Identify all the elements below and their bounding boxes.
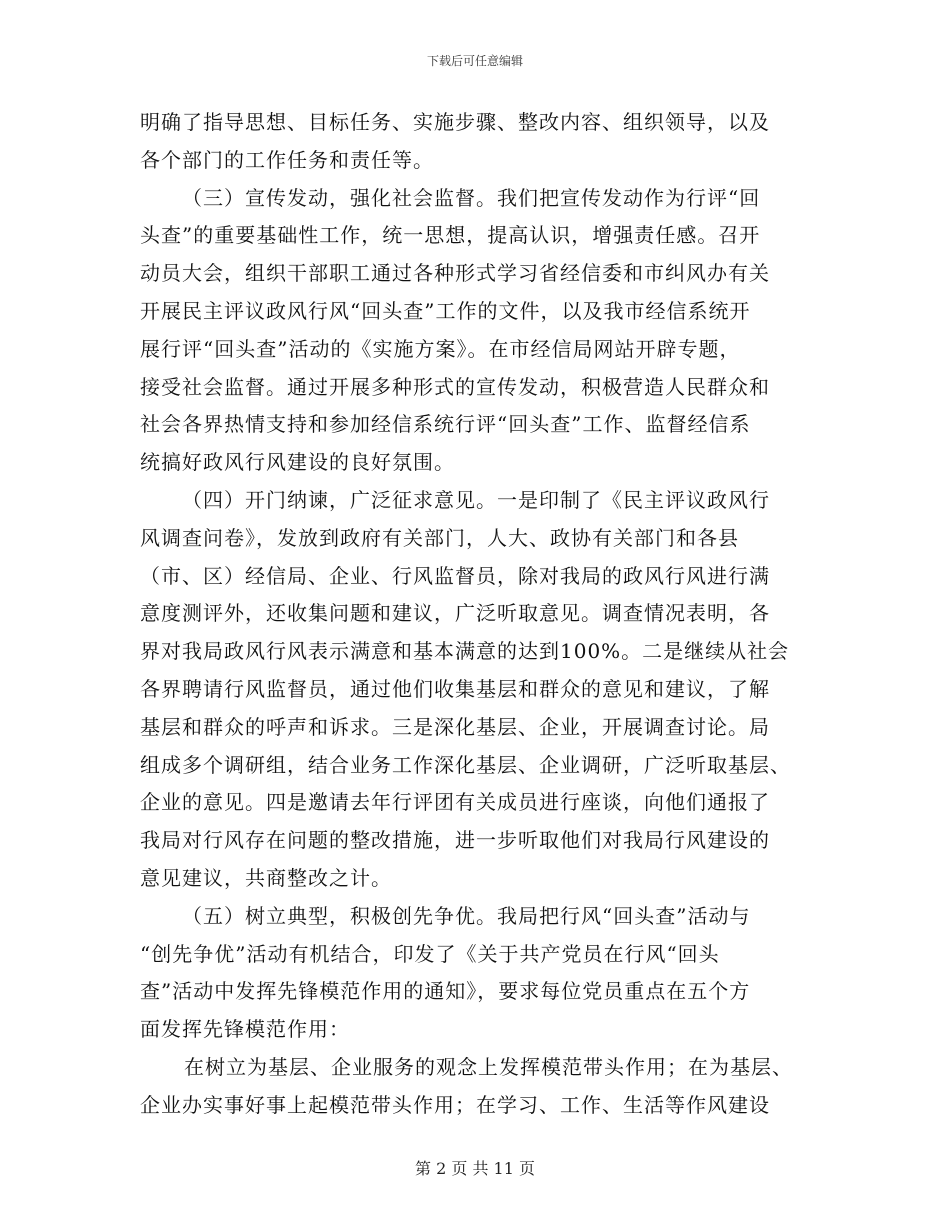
body-line: 查”活动中发挥先锋模范作用的通知》，要求每位党员重点在五个方 [140, 979, 751, 1004]
body-line: 各个部门的工作任务和责任等。 [140, 147, 434, 172]
paragraph-start-line: （三）宣传发动，强化社会监督。我们把宣传发动作为行评“回 [182, 185, 761, 210]
body-line: 意见建议，共商整改之计。 [140, 865, 392, 890]
body-line: 意度测评外，还收集问题和建议，广泛听取意见。调查情况表明，各 [140, 601, 770, 626]
body-line: 企业办实事好事上起模范带头作用；在学习、工作、生活等作风建设 [140, 1092, 770, 1117]
page-footer-page-info: 第 2 页 共 11 页 [415, 1159, 535, 1178]
body-line: 头查”的重要基础性工作，统一思想，提高认识，增强责任感。召开 [140, 223, 761, 248]
paragraph-start-line: 在树立为基层、企业服务的观念上发挥模范带头作用；在为基层、 [184, 1054, 793, 1079]
body-line: 各界聘请行风监督员，通过他们收集基层和群众的意见和建议，了解 [140, 676, 770, 701]
body-line: 我局对行风存在问题的整改措施，进一步听取他们对我局行风建设的 [140, 828, 770, 853]
body-line: 社会各界热情支持和参加经信系统行评“回头查”工作、监督经信系 [140, 412, 751, 437]
body-line: （市、区）经信局、企业、行风监督员，除对我局的政风行风进行满 [140, 563, 770, 588]
body-line: 统搞好政风行风建设的良好氛围。 [140, 450, 455, 475]
body-line: 风调查问卷》，发放到政府有关部门，人大、政协有关部门和各县 [140, 525, 739, 550]
document-body [140, 104, 820, 1125]
body-line: 展行评“回头查”活动的《实施方案》。在市经信局网站开辟专题， [140, 336, 741, 361]
body-line: 基层和群众的呼声和诉求。三是深化基层、企业，开展调查讨论。局 [140, 714, 770, 739]
body-line: “创先争优”活动有机结合，印发了《关于共产党员在行风“回头 [140, 941, 720, 966]
body-line: 界对我局政风行风表示满意和基本满意的达到100%。二是继续从社会 [140, 639, 790, 664]
body-line: 动员大会，组织干部职工通过各种形式学习省经信委和市纠风办有关 [140, 261, 770, 286]
body-line: 企业的意见。四是邀请去年行评团有关成员进行座谈，向他们通报了 [140, 790, 770, 815]
body-line: 接受社会监督。通过开展多种形式的宣传发动，积极营造人民群众和 [140, 374, 770, 399]
body-line: 明确了指导思想、目标任务、实施步骤、整改内容、组织领导，以及 [140, 110, 770, 134]
body-line: 组成多个调研组，结合业务工作深化基层、企业调研，广泛听取基层、 [140, 752, 791, 777]
paragraph-start-line: （四）开门纳谏，广泛征求意见。一是印制了《民主评议政风行 [182, 487, 770, 512]
body-line: 开展民主评议政风行风“回头查”工作的文件，以及我市经信系统开 [140, 298, 751, 323]
page-header-note: 下载后可任意编辑 [426, 54, 523, 68]
paragraph-start-line: （五）树立典型，积极创先争优。我局把行风“回头查”活动与 [182, 903, 751, 928]
body-line: 面发挥先锋模范作用： [140, 1017, 350, 1042]
